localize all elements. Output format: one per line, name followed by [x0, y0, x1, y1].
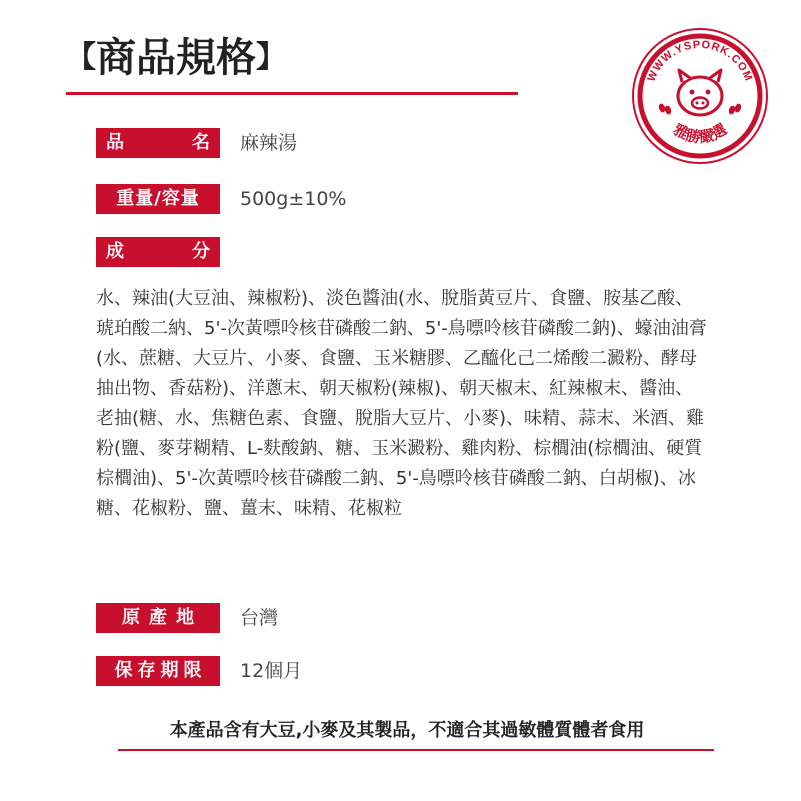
title-right-bracket: 】	[256, 40, 286, 75]
weight-label: 重量/容量	[96, 184, 220, 214]
weight-value: 500g±10%	[240, 188, 347, 210]
ingredients-label: 成 分	[96, 237, 220, 267]
shelf-life-value: 12個月	[240, 660, 303, 682]
notice-underline	[118, 749, 714, 751]
title-text: 商品規格	[96, 34, 256, 81]
logo-brand-text: 雅勝嚴選	[670, 120, 730, 147]
name-label: 品 名	[96, 128, 220, 158]
title-left-bracket: 【	[66, 40, 96, 75]
shelf-life-label: 保存期限	[96, 656, 220, 686]
brand-logo	[630, 26, 770, 166]
allergen-notice: 本產品含有大豆,小麥及其製品，不適合其過敏體質體者食用	[169, 720, 645, 741]
name-value: 麻辣湯	[240, 132, 298, 154]
pig-icon	[678, 70, 722, 115]
title-underline	[66, 92, 518, 95]
page-title	[66, 32, 286, 84]
logo-url-text: WWW.YSPORK.COM	[645, 38, 755, 84]
origin-value: 台灣	[240, 607, 279, 629]
origin-label: 原產地	[96, 603, 220, 633]
ingredients-text: 水、辣油(大豆油、辣椒粉)、淡色醬油(水、脫脂黃豆片、食鹽、胺基乙酸、琥珀酸二納、5'-次黃嘌呤核苷磷酸二鈉、5'-鳥嘌呤核苷磷酸二鈉)、蠔油油膏(水、蔗糖、大豆片、小麥、食鹽、玉米糖膠、乙醯化己二烯酸二澱粉、酵母抽出物、香菇粉)、洋蔥末、朝天椒粉(辣椒)、朝天椒末、紅辣椒末、醬油、老抽(糖、水、焦糖色素、食鹽、脫脂大豆片、小麥)、味精、蒜末、米酒、雞粉(鹽、麥芽糊精、L-麩酸鈉、糖、玉米澱粉、雞肉粉、棕櫚油(棕櫚油、硬質棕櫚油)、5'-次黃嘌呤核苷磷酸二鈉、5'-鳥嘌呤核苷磷酸二鈉、白胡椒)、冰糖、花椒粉、鹽、薑末、味精、花椒粒	[96, 288, 707, 519]
